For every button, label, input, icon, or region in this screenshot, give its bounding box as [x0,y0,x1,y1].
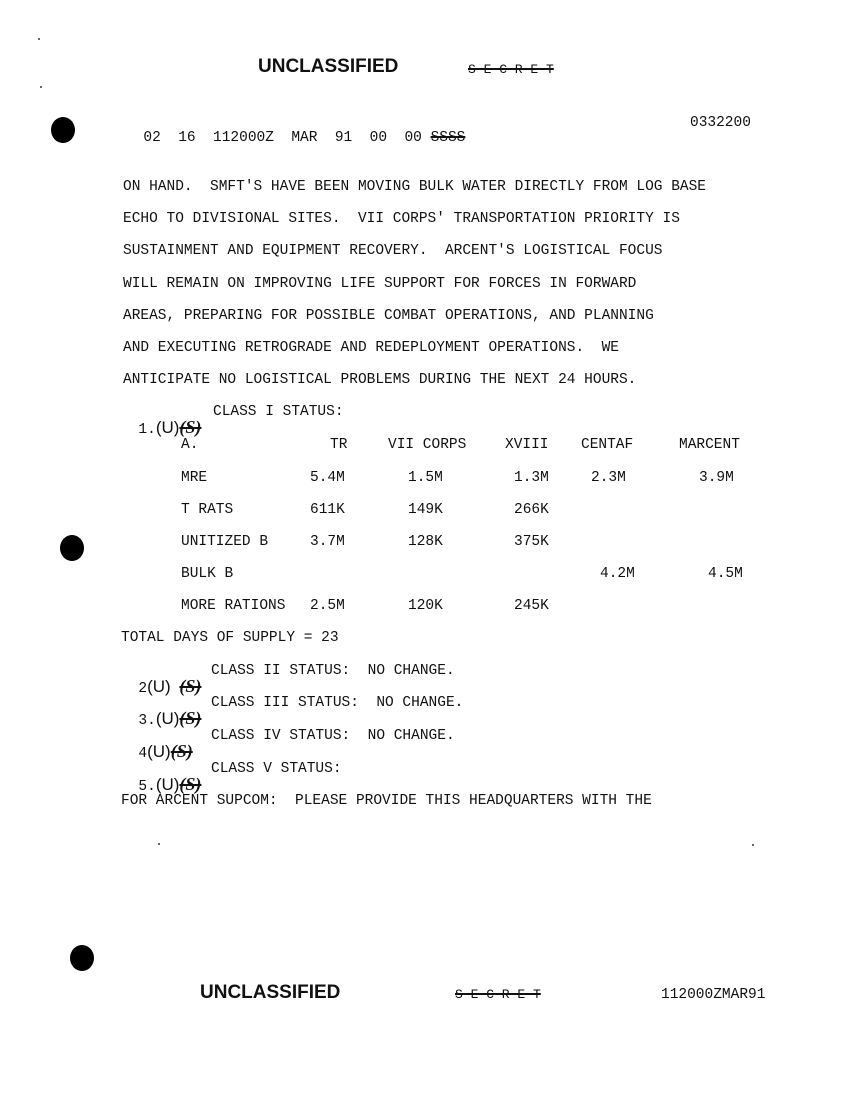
item-text: CLASS IV STATUS: NO CHANGE. [211,728,455,744]
table-header-label: A. [181,437,199,453]
total-days-of-supply: TOTAL DAYS OF SUPPLY = 23 [121,630,339,646]
item-number: 5. [138,778,156,795]
speck [158,843,160,845]
table-cell: T RATS [181,502,234,518]
body-line: SUSTAINMENT AND EQUIPMENT RECOVERY. ARCENT'S LOGISTICAL FOCUS [123,243,663,259]
item-class-4 [121,727,193,761]
portion-marking: (U) [147,676,171,696]
dtg-left: 02 16 112000Z MAR 91 00 00 [143,129,431,146]
table-cell: 611K [310,502,345,518]
punch-hole-middle [60,535,84,561]
table-cell: 1.3M [514,470,549,486]
header-struck-classification: S E C R E T [468,62,554,77]
table-cell: 120K [408,598,443,614]
portion-marking: (U) [155,708,180,728]
table-cell: 4.5M [708,566,743,582]
item-text: CLASS II STATUS: NO CHANGE. [211,663,455,679]
item-class-1 [121,403,201,437]
punch-hole-bottom [70,945,94,971]
portion-marking: (U) [155,774,180,794]
table-cell: 5.4M [310,470,345,486]
item-class-3 [121,694,201,728]
body-line: ON HAND. SMFT'S HAVE BEEN MOVING BULK WATER DIRECTLY FROM LOG BASE [123,179,706,195]
dtg-line [126,116,465,145]
closing-line: FOR ARCENT SUPCOM: PLEASE PROVIDE THIS HEADQUARTERS WITH THE [121,793,652,809]
table-header-centaf: CENTAF [581,437,634,453]
table-cell: MORE RATIONS [181,598,286,614]
table-header-marcent: MARCENT [679,437,740,453]
table-cell: 3.7M [310,534,345,550]
table-cell: UNITIZED B [181,534,269,550]
dtg-struck: SSSS [430,129,466,146]
table-header-xviii: XVIII [505,437,549,453]
struck-marking: (S) [179,416,202,437]
item-class-2 [121,662,201,696]
speck [40,86,42,88]
header-classification: UNCLASSIFIED [258,56,399,77]
struck-marking: (S) [170,740,193,761]
table-cell: 1.5M [408,470,443,486]
body-line: WILL REMAIN ON IMPROVING LIFE SUPPORT FOR FORCES IN FORWARD [123,276,637,292]
body-line: AREAS, PREPARING FOR POSSIBLE COMBAT OPERATIONS, AND PLANNING [123,308,654,324]
table-cell: 2.3M [591,470,626,486]
table-header-vii-corps: VII CORPS [388,437,467,453]
punch-hole-top [51,117,75,143]
footer-dtg: 112000ZMAR91 [661,987,766,1003]
table-cell: 245K [514,598,549,614]
table-cell: 4.2M [600,566,635,582]
portion-marking: (U) [155,417,180,437]
table-cell: MRE [181,470,208,486]
message-number: 0332200 [690,115,751,131]
struck-marking: (S) [179,707,202,728]
portion-marking: (U) [147,741,171,761]
body-line: ECHO TO DIVISIONAL SITES. VII CORPS' TRANSPORTATION PRIORITY IS [123,211,680,227]
table-cell: 266K [514,502,549,518]
table-cell: 128K [408,534,443,550]
item-text: CLASS III STATUS: NO CHANGE. [211,695,464,711]
table-cell: BULK B [181,566,234,582]
item-text: CLASS V STATUS: [211,761,342,777]
body-line: AND EXECUTING RETROGRADE AND REDEPLOYMENT OPERATIONS. WE [123,340,619,356]
table-cell: 3.9M [699,470,734,486]
struck-marking: (S) [179,773,202,794]
body-line: ANTICIPATE NO LOGISTICAL PROBLEMS DURING THE NEXT 24 HOURS. [123,372,637,388]
table-cell: 375K [514,534,549,550]
item-class-5 [121,760,201,794]
table-header-tr: TR [330,437,348,453]
table-cell: 149K [408,502,443,518]
table-cell: 2.5M [310,598,345,614]
footer-struck-classification: S E C R E T [455,987,541,1002]
item-number: 4 [138,745,148,762]
item-text: CLASS I STATUS: [213,404,344,420]
speck [752,844,754,846]
item-number: 2 [138,680,148,697]
struck-marking: (S) [179,675,202,696]
item-number: 1. [138,421,156,438]
footer-classification: UNCLASSIFIED [200,982,341,1003]
item-number: 3. [138,712,156,729]
speck [38,38,40,40]
